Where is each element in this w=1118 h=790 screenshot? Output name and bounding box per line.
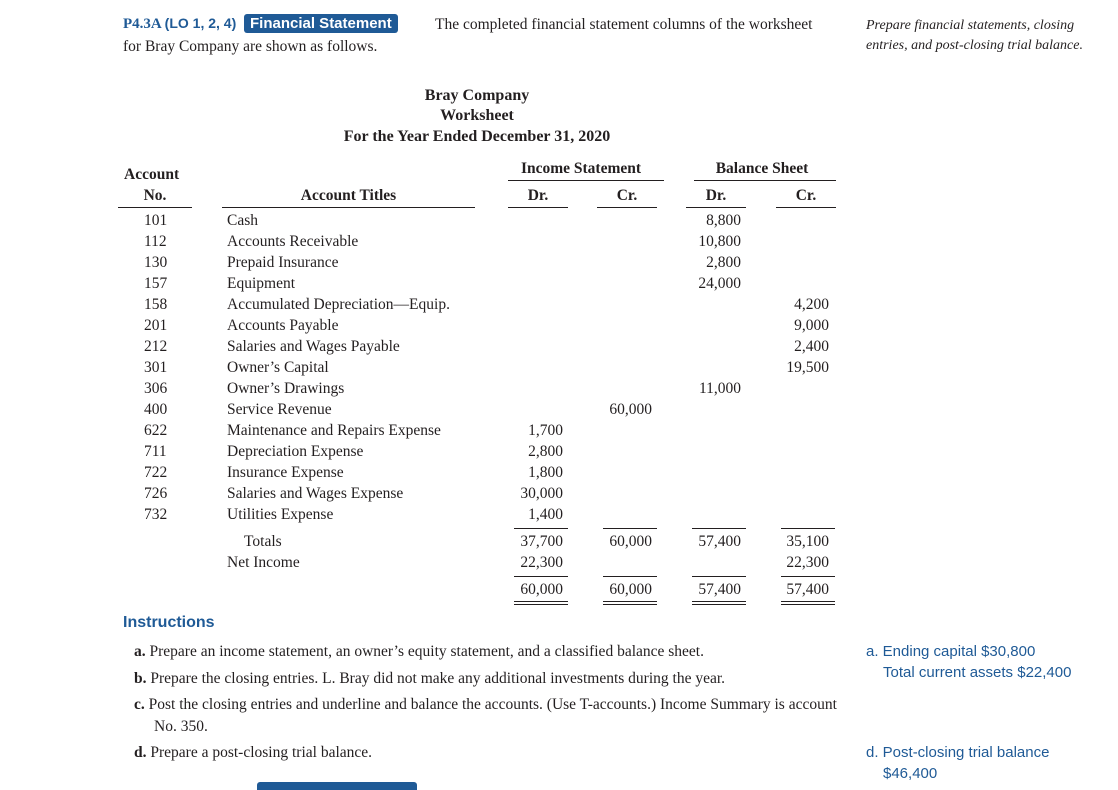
instruction-b bbox=[134, 668, 854, 690]
next-problem-cutoff bbox=[123, 780, 843, 790]
account-title: Salaries and Wages Payable bbox=[227, 338, 400, 355]
problem-intro-text: The completed financial statement columns of the worksheet for Bray Company are shown as follows. bbox=[123, 16, 813, 55]
account-title: Equipment bbox=[227, 275, 296, 292]
table-row bbox=[0, 254, 1118, 275]
account-no: 722 bbox=[144, 464, 168, 481]
learning-objectives: (LO 1, 2, 4) bbox=[164, 15, 237, 31]
table-row bbox=[0, 443, 1118, 464]
side-note: Prepare financial statements, closing entries, and post-closing trial balance. bbox=[866, 18, 1083, 53]
bs-cr-value: 2,400 bbox=[794, 338, 829, 355]
net-income-label: Net Income bbox=[227, 554, 300, 571]
is-cr-value: 60,000 bbox=[609, 401, 652, 418]
double-rule-bs-dr bbox=[692, 601, 746, 605]
problem-code: P4.3A bbox=[123, 16, 161, 32]
totals-is-cr: 60,000 bbox=[609, 533, 652, 550]
company-name: Bray Company bbox=[424, 87, 530, 104]
header-balance-sheet: Balance Sheet bbox=[715, 160, 809, 177]
rule-totals-is-cr bbox=[603, 528, 657, 529]
instruction-text: Prepare the closing entries. L. Bray did not make any additional investments during the year. bbox=[150, 670, 726, 687]
table-row bbox=[0, 296, 1118, 317]
final-is-dr: 60,000 bbox=[520, 581, 563, 598]
account-no: 157 bbox=[144, 275, 168, 292]
answer-a-line1: a. Ending capital $30,800 bbox=[866, 643, 1036, 660]
account-no: 212 bbox=[144, 338, 168, 355]
rule-no bbox=[118, 207, 192, 208]
net-income-row bbox=[0, 554, 1118, 575]
account-title: Service Revenue bbox=[227, 401, 332, 418]
net-income-bs-cr: 22,300 bbox=[786, 554, 829, 571]
double-rule-is-dr bbox=[514, 601, 568, 605]
rule-is-group bbox=[508, 180, 664, 181]
account-no: 732 bbox=[144, 506, 168, 523]
instruction-d bbox=[134, 742, 854, 764]
account-title: Depreciation Expense bbox=[227, 443, 364, 460]
totals-label: Totals bbox=[244, 533, 282, 550]
header-no: No. bbox=[143, 187, 167, 204]
topic-badge: Financial Statement bbox=[244, 14, 398, 33]
table-row bbox=[0, 485, 1118, 506]
table-row bbox=[0, 359, 1118, 380]
answer-a-line2: Total current assets $22,400 bbox=[883, 664, 1072, 681]
totals-row bbox=[0, 533, 1118, 554]
table-row bbox=[0, 317, 1118, 338]
totals-is-dr: 37,700 bbox=[520, 533, 563, 550]
instruction-letter: a. bbox=[134, 643, 146, 660]
rule-is-dr bbox=[508, 207, 568, 208]
account-no: 622 bbox=[144, 422, 168, 439]
worksheet-name: Worksheet bbox=[440, 107, 514, 124]
instruction-letter: b. bbox=[134, 670, 147, 687]
bs-dr-value: 2,800 bbox=[706, 254, 741, 271]
account-title: Accounts Payable bbox=[227, 317, 339, 334]
instruction-c bbox=[134, 694, 854, 738]
table-row bbox=[0, 380, 1118, 401]
account-title: Accumulated Depreciation—Equip. bbox=[227, 296, 450, 313]
answer-a bbox=[866, 641, 1071, 683]
is-dr-value: 1,700 bbox=[528, 422, 563, 439]
account-title: Maintenance and Repairs Expense bbox=[227, 422, 441, 439]
instruction-letter: c. bbox=[134, 696, 145, 713]
table-row bbox=[0, 233, 1118, 254]
header-bs-dr: Dr. bbox=[705, 187, 727, 204]
account-title: Insurance Expense bbox=[227, 464, 344, 481]
problem-label bbox=[123, 14, 404, 33]
final-bs-dr: 57,400 bbox=[698, 581, 741, 598]
bs-dr-value: 10,800 bbox=[698, 233, 741, 250]
table-row bbox=[0, 275, 1118, 296]
account-title: Accounts Receivable bbox=[227, 233, 359, 250]
is-dr-value: 30,000 bbox=[520, 485, 563, 502]
rule-bs-dr bbox=[686, 207, 746, 208]
header-income-statement: Income Statement bbox=[520, 160, 642, 177]
bs-cr-value: 19,500 bbox=[786, 359, 829, 376]
account-no: 726 bbox=[144, 485, 168, 502]
is-dr-value: 1,800 bbox=[528, 464, 563, 481]
worksheet-period: For the Year Ended December 31, 2020 bbox=[343, 128, 611, 145]
account-no: 130 bbox=[144, 254, 168, 271]
instruction-text: Prepare an income statement, an owner’s equity statement, and a classified balance sheet. bbox=[149, 643, 704, 660]
rule-is-cr bbox=[597, 207, 657, 208]
instruction-text: Prepare a post-closing trial balance. bbox=[150, 744, 373, 761]
answer-d bbox=[866, 742, 1049, 784]
instruction-text: Post the closing entries and underline and balance the accounts. (Use T-accounts.) Income Summary is account No. 350. bbox=[148, 696, 837, 735]
header-is-dr: Dr. bbox=[527, 187, 549, 204]
account-no: 201 bbox=[144, 317, 168, 334]
header-account: Account bbox=[124, 166, 180, 183]
account-title: Utilities Expense bbox=[227, 506, 334, 523]
header-bs-cr: Cr. bbox=[795, 187, 817, 204]
account-no: 158 bbox=[144, 296, 168, 313]
table-row bbox=[0, 401, 1118, 422]
is-dr-value: 1,400 bbox=[528, 506, 563, 523]
table-row bbox=[0, 506, 1118, 527]
instructions-heading: Instructions bbox=[123, 614, 215, 631]
header-is-cr: Cr. bbox=[616, 187, 638, 204]
bs-dr-value: 11,000 bbox=[698, 380, 741, 397]
account-no: 112 bbox=[144, 233, 167, 250]
answer-d-line2: $46,400 bbox=[883, 765, 938, 782]
totals-bs-dr: 57,400 bbox=[698, 533, 741, 550]
rule-totals-bs-dr bbox=[692, 528, 746, 529]
rule-final-bs-cr bbox=[781, 576, 835, 577]
account-no: 101 bbox=[144, 212, 168, 229]
table-row bbox=[0, 338, 1118, 359]
bs-dr-value: 8,800 bbox=[706, 212, 741, 229]
rule-bs-cr bbox=[776, 207, 836, 208]
next-problem-badge bbox=[257, 782, 417, 790]
account-no: 306 bbox=[144, 380, 168, 397]
table-row bbox=[0, 422, 1118, 443]
table-row bbox=[0, 464, 1118, 485]
final-is-cr: 60,000 bbox=[609, 581, 652, 598]
account-title: Owner’s Drawings bbox=[227, 380, 345, 397]
account-no: 301 bbox=[144, 359, 168, 376]
instruction-letter: d. bbox=[134, 744, 147, 761]
final-bs-cr: 57,400 bbox=[786, 581, 829, 598]
instruction-a bbox=[134, 641, 854, 663]
bs-cr-value: 9,000 bbox=[794, 317, 829, 334]
table-row bbox=[0, 212, 1118, 233]
rule-bs-group bbox=[694, 180, 836, 181]
bs-dr-value: 24,000 bbox=[698, 275, 741, 292]
account-no: 400 bbox=[144, 401, 168, 418]
bs-cr-value: 4,200 bbox=[794, 296, 829, 313]
header-account-titles: Account Titles bbox=[300, 187, 397, 204]
account-title: Cash bbox=[227, 212, 258, 229]
totals-bs-cr: 35,100 bbox=[786, 533, 829, 550]
final-totals-row bbox=[0, 581, 1118, 602]
rule-titles bbox=[222, 207, 475, 208]
account-no: 711 bbox=[144, 443, 167, 460]
account-title: Salaries and Wages Expense bbox=[227, 485, 404, 502]
rule-final-is-dr bbox=[514, 576, 568, 577]
rule-final-is-cr bbox=[603, 576, 657, 577]
answer-d-line1: d. Post-closing trial balance bbox=[866, 744, 1050, 761]
rule-totals-is-dr bbox=[514, 528, 568, 529]
account-title: Owner’s Capital bbox=[227, 359, 329, 376]
rule-totals-bs-cr bbox=[781, 528, 835, 529]
account-title: Prepaid Insurance bbox=[227, 254, 339, 271]
rule-final-bs-dr bbox=[692, 576, 746, 577]
net-income-is-dr: 22,300 bbox=[520, 554, 563, 571]
double-rule-bs-cr bbox=[781, 601, 835, 605]
is-dr-value: 2,800 bbox=[528, 443, 563, 460]
double-rule-is-cr bbox=[603, 601, 657, 605]
